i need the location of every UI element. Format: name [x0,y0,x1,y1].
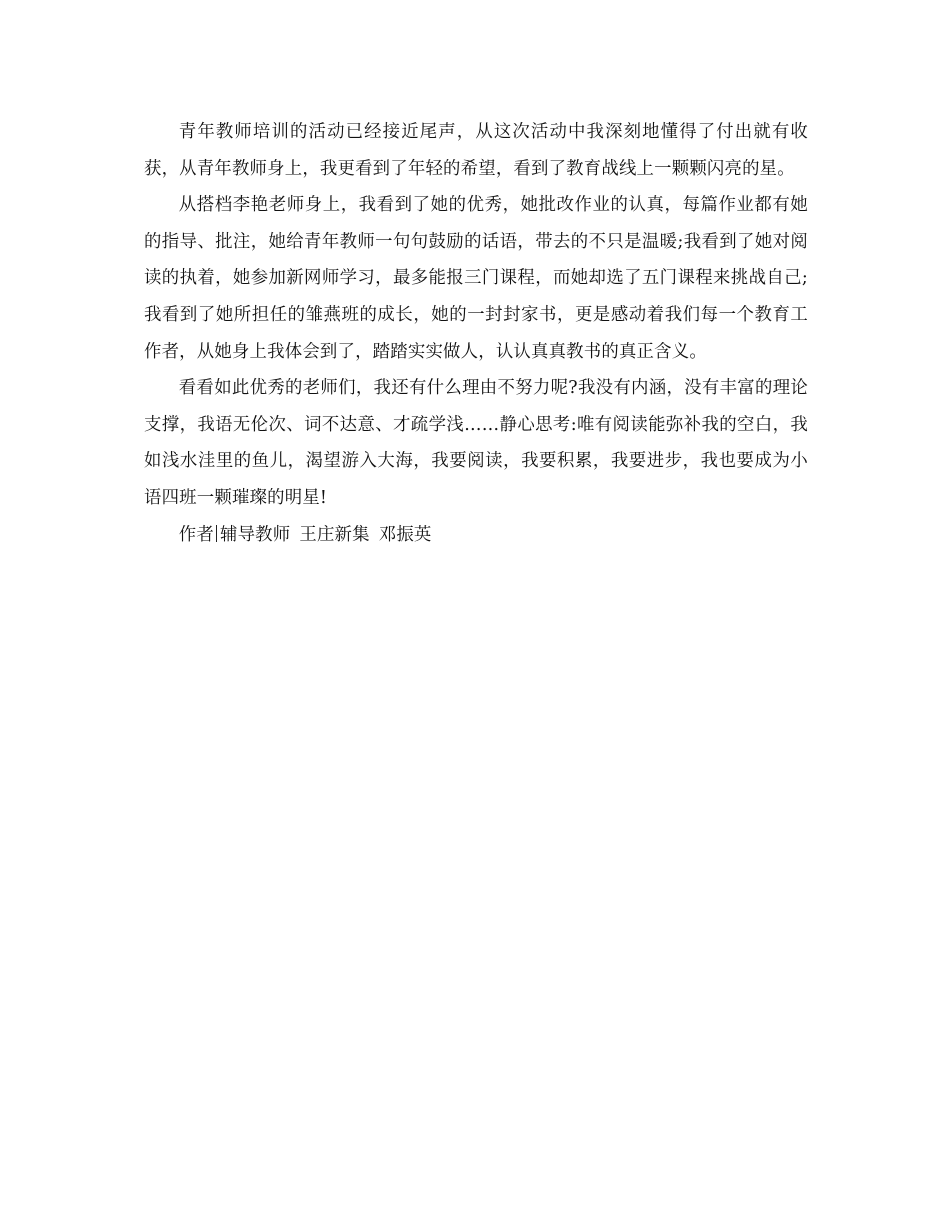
author-separator [216,525,217,542]
paragraph-1: 青年教师培训的活动已经接近尾声，从这次活动中我深刻地懂得了付出就有收获，从青年教师身上，我更看到了年轻的希望，看到了教育战线上一颗颗闪亮的星。 [144,122,808,179]
paragraph-3: 看看如此优秀的老师们，我还有什么理由不努力呢?我没有内涵，没有丰富的理论支撑，我语无伦次、词不达意、才疏学浅……静心思考:唯有阅读能弥补我的空白，我如浅水洼里的鱼儿，渴望游入大海，我要阅读，我要积累，我要进步，我也要成为小语四班一颗璀璨的明星! [144,378,808,508]
author-school: 王庄新集 [299,524,370,545]
author-role: 辅导教师 [219,524,291,545]
author-name: 邓振英 [378,524,432,545]
paragraph-2: 从搭档李艳老师身上，我看到了她的优秀，她批改作业的认真，每篇作业都有她的指导、批注，她给青年教师一句句鼓励的话语，带去的不只是温暖;我看到了她对阅读的执着，她参加新网师学习，最多能报三门课程，而她却选了五门课程来挑战自己;我看到了她所担任的雏燕班的成长，她的一封封家书，更是感动着我们每一个教育工作者，从她身上我体会到了，踏踏实实做人，认认真真教书的真正含义。 [144,195,808,362]
author-label: 作者 [178,524,214,545]
article-body [144,114,808,553]
author-line [144,517,808,554]
